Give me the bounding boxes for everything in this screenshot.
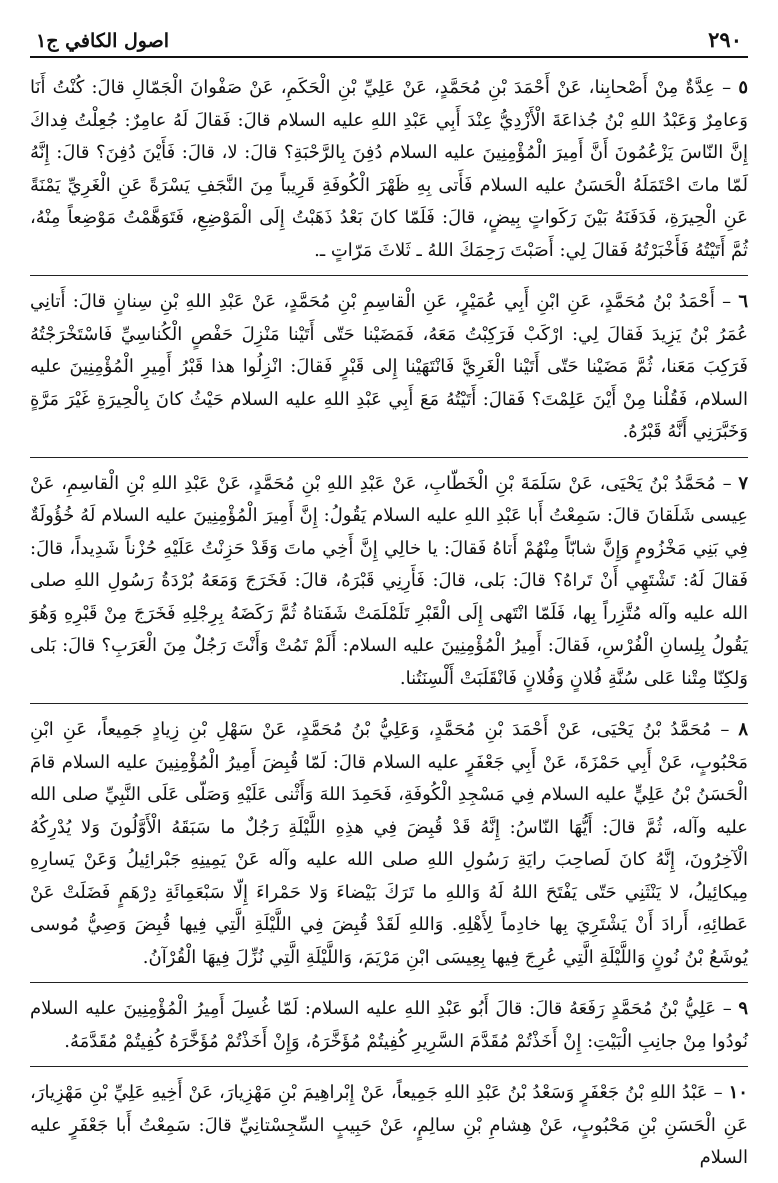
hadith-10: ١٠ – عَبْدُ اللهِ بْنُ جَعْفَرٍ وَسَعْدُ بْنُ عَبْدِ اللهِ جَمِيعاً، عَنْ إِبْراهِيمَ بْنِ مَهْزِيارَ، عَنْ أَخِيهِ عَلِيِّ بْنِ مَهْزِيارَ، عَنِ الْحَسَنِ بْنِ مَحْبُوبٍ، عَنْ هِشامِ بْنِ سالِمٍ، عَنْ حَبِيبٍ السِّجِسْتانِيِّ قالَ: سَمِعْتُ أَبا جَعْفَرٍ عليه السلام [30, 1082, 748, 1168]
page-number: ٢٩٠ [708, 27, 742, 52]
hadith-number: ٦ [738, 291, 749, 312]
hadith-number: ٥ [738, 77, 748, 98]
page-header [30, 26, 748, 58]
hadith-text: عِدَّةٌ مِنْ أَصْحابِنا، عَنْ أَحْمَدَ بْنِ مُحَمَّدٍ، عَنْ عَلِيِّ بْنِ الْحَكَمِ، عَنْ صَفْوانَ الْجَمّالِ قالَ: كُنْتُ أَنَا وَعامِرٌ وَعَبْدُ اللهِ بْنُ جُذاعَةَ الْأَزْدِيُّ عِنْدَ أَبِي عَبْدِ اللهِ عليه السلام قالَ: فَقالَ لَهُ عامِرٌ: جُعِلْتُ فِداكَ إِنَّ النّاسَ يَزْعُمُونَ أَنَّ أَمِيرَ الْمُؤْمِنِينَ عليه السلام دُفِنَ بِالرَّحْبَةِ؟ قالَ: لا، قالَ: فَأَيْنَ دُفِنَ؟ قالَ: إِنَّهُ لَمّا ماتَ احْتَمَلَهُ الْحَسَنُ عليه السلام فَأَتى بِهِ ظَهْرَ الْكُوفَةِ قَرِيباً مِنَ النَّجَفِ يَسْرَةً عَنِ الْغَرِيِّ يَمْنَةً عَنِ الْحِيرَةِ، فَدَفَنَهُ بَيْنَ رَكَواتٍ بِيضٍ، قالَ: فَلَمّا كانَ بَعْدُ ذَهَبْتُ إِلَى الْمَوْضِعِ، فَتَوَهَّمْتُ مَوْضِعاً مِنْهُ، ثُمَّ أَتَيْتُهُ فَأَخْبَرْتُهُ فَقالَ لِي: أَصَبْتَ رَحِمَكَ اللهُ ـ ثَلاثَ مَرّاتٍ ـ. [30, 77, 748, 261]
hadith-number: ٧ [738, 472, 748, 494]
hadith-text: عَبْدُ اللهِ بْنُ جَعْفَرٍ وَسَعْدُ بْنُ عَبْدِ اللهِ جَمِيعاً، عَنْ إِبْراهِيمَ بْنِ مَهْزِيارَ، عَنْ أَخِيهِ عَلِيِّ بْنِ مَهْزِيارَ، عَنِ الْحَسَنِ بْنِ مَحْبُوبٍ، عَنْ هِشامِ بْنِ سالِمٍ، عَنْ حَبِيبٍ السِّجِسْتانِيِّ قالَ: سَمِعْتُ أَبا جَعْفَرٍ عليه السلام [30, 1082, 748, 1168]
hadith-text: عَلِيُّ بْنُ مُحَمَّدٍ رَفَعَهُ قالَ: قالَ أَبُو عَبْدِ اللهِ عليه السلام: لَمّا غُسِلَ أَمِيرُ الْمُؤْمِنِينَ عليه السلام نُودُوا مِنْ جانِبِ الْبَيْتِ: إِنْ أَخَذْتُمْ مُقَدَّمَ السَّرِيرِ كُفِيتُمْ مُؤَخَّرَهُ، وَإِنْ أَخَذْتُمْ مُؤَخَّرَهُ كُفِيتُمْ مُقَدَّمَهُ. [30, 998, 748, 1052]
page-body [30, 58, 748, 1183]
hadith-number: ١٠ [728, 1082, 748, 1103]
hadith-8: ٨ – مُحَمَّدُ بْنُ يَحْيَى، عَنْ أَحْمَدَ بْنِ مُحَمَّدٍ، وَعَلِيُّ بْنُ مُحَمَّدٍ، عَنْ سَهْلِ بْنِ زِيادٍ جَمِيعاً، عَنِ ابْنِ مَحْبُوبٍ، عَنْ أَبِي حَمْزَةَ، عَنْ أَبِي جَعْفَرٍ عليه السلام قالَ: لَمّا قُبِضَ أَمِيرُ الْمُؤْمِنِينَ عليه السلام قامَ الْحَسَنُ بْنُ عَلِيٍّ عليه السلام فِي مَسْجِدِ الْكُوفَةِ، فَحَمِدَ اللهَ وَأَثْنى عَلَيْهِ وَصَلّى عَلَى النَّبِيِّ صلى الله عليه وآله، ثُمَّ قالَ: أَيُّهَا النّاسُ: إِنَّهُ قَدْ قُبِضَ فِي هذِهِ اللَّيْلَةِ رَجُلٌ ما سَبَقَهُ الْأَوَّلُونَ وَلا يُدْرِكُهُ الْآخِرُونَ، إِنَّهُ كانَ لَصاحِبَ رايَةِ رَسُولِ اللهِ صلى الله عليه وآله عَنْ يَمِينِهِ جَبْرائِيلُ وَعَنْ يَسارِهِ مِيكائِيلُ، لا يَنْثَنِي حَتّى يَفْتَحَ اللهُ لَهُ وَاللهِ ما تَرَكَ بَيْضاءَ وَلا حَمْراءَ إِلّا سَبْعَمِائَةِ دِرْهَمٍ فَضَلَتْ عَنْ عَطائِهِ، أَرادَ أَنْ يَشْتَرِيَ بِها خادِماً لِأَهْلِهِ. وَاللهِ لَقَدْ قُبِضَ فِي اللَّيْلَةِ الَّتِي فِيها قُبِضَ وَصِيُّ مُوسى يُوشَعُ بْنُ نُونٍ وَاللَّيْلَةِ الَّتِي عُرِجَ فِيها بِعِيسَى ابْنِ مَرْيَمَ، وَاللَّيْلَةِ الَّتِي نُزِّلَ فِيهَا الْقُرْآنُ. [30, 714, 748, 983]
hadith-5: ٥ – عِدَّةٌ مِنْ أَصْحابِنا، عَنْ أَحْمَدَ بْنِ مُحَمَّدٍ، عَنْ عَلِيِّ بْنِ الْحَكَمِ، عَنْ صَفْوانَ الْجَمّالِ قالَ: كُنْتُ أَنَا وَعامِرٌ وَعَبْدُ اللهِ بْنُ جُذاعَةَ الْأَزْدِيُّ عِنْدَ أَبِي عَبْدِ اللهِ عليه السلام قالَ: فَقالَ لَهُ عامِرٌ: جُعِلْتُ فِداكَ إِنَّ النّاسَ يَزْعُمُونَ أَنَّ أَمِيرَ الْمُؤْمِنِينَ عليه السلام دُفِنَ بِالرَّحْبَةِ؟ قالَ: لا، قالَ: فَأَيْنَ دُفِنَ؟ قالَ: إِنَّهُ لَمّا ماتَ احْتَمَلَهُ الْحَسَنُ عليه السلام فَأَتى بِهِ ظَهْرَ الْكُوفَةِ قَرِيباً مِنَ النَّجَفِ يَسْرَةً عَنِ الْغَرِيِّ يَمْنَةً عَنِ الْحِيرَةِ، فَدَفَنَهُ بَيْنَ رَكَواتٍ بِيضٍ، قالَ: فَلَمّا كانَ بَعْدُ ذَهَبْتُ إِلَى الْمَوْضِعِ، فَتَوَهَّمْتُ مَوْضِعاً مِنْهُ، ثُمَّ أَتَيْتُهُ فَأَخْبَرْتُهُ فَقالَ لِي: أَصَبْتَ رَحِمَكَ اللهُ ـ ثَلاثَ مَرّاتٍ ـ. [30, 72, 748, 276]
book-title: اصول الكافي ج١ [36, 30, 170, 52]
hadith-number: ٨ [738, 719, 748, 740]
hadith-6: ٦ – أَحْمَدُ بْنُ مُحَمَّدٍ، عَنِ ابْنِ أَبِي عُمَيْرٍ، عَنِ الْقاسِمِ بْنِ مُحَمَّدٍ، عَنْ عَبْدِ اللهِ بْنِ سِنانٍ قالَ: أَتانِي عُمَرُ بْنُ يَزِيدَ فَقالَ لِي: ارْكَبْ فَرَكِبْتُ مَعَهُ، فَمَضَيْنا حَتّى أَتَيْنا مَنْزِلَ حَفْصٍ الْكُناسِيِّ فَاسْتَخْرَجْتُهُ فَرَكِبَ مَعَنا، ثُمَّ مَضَيْنا حَتّى أَتَيْنا الْغَرِيَّ فَانْتَهَيْنا إِلى قَبْرٍ فَقالَ: انْزِلُوا هذا قَبْرُ أَمِيرِ الْمُؤْمِنِينَ عليه السلام، فَقُلْنا مِنْ أَيْنَ عَلِمْتَ؟ فَقالَ: أَتَيْتُهُ مَعَ أَبِي عَبْدِ اللهِ عليه السلام حَيْثُ كانَ بِالْحِيرَةِ غَيْرَ مَرَّةٍ وَخَبَّرَنِي أَنَّهُ قَبْرُهُ. [30, 286, 748, 458]
hadith-text: مُحَمَّدُ بْنُ يَحْيَى، عَنْ سَلَمَةَ بْنِ الْخَطّابِ، عَنْ عَبْدِ اللهِ بْنِ مُحَمَّدٍ، عَنْ عَبْدِ اللهِ بْنِ الْقاسِمِ، عَنْ عِيسى شَلَقانَ قالَ: سَمِعْتُ أَبا عَبْدِ اللهِ عليه السلام يَقُولُ: إِنَّ أَمِيرَ الْمُؤْمِنِينَ عليه السلام لَهُ خُؤُولَةٌ فِي بَنِي مَخْزُومٍ وَإِنَّ شابّاً مِنْهُمْ أَتاهُ فَقالَ: يا خالِي إِنَّ أَخِي ماتَ وَقَدْ حَزِنْتُ عَلَيْهِ حُزْناً شَدِيداً، قالَ: فَقالَ لَهُ: تَشْتَهِي أَنْ تَراهُ؟ قالَ: بَلى، قالَ: فَأَرِنِي قَبْرَهُ، قالَ: فَخَرَجَ وَمَعَهُ بُرْدَةُ رَسُولِ اللهِ صلى الله عليه وآله مُتَّزِراً بِها، فَلَمّا انْتَهى إِلَى الْقَبْرِ تَلَمْلَمَتْ شَفَتاهُ ثُمَّ رَكَضَهُ بِرِجْلِهِ فَخَرَجَ مِنْ قَبْرِهِ وَهُوَ يَقُولُ بِلِسانِ الْفُرْسِ، فَقالَ: أَمِيرُ الْمُؤْمِنِينَ عليه السلام: أَلَمْ تَمُتْ وَأَنْتَ رَجُلٌ مِنَ الْعَرَبِ؟ قالَ: بَلى وَلكِنّا مِتْنا عَلى سُنَّةِ فُلانٍ وَفُلانٍ فَانْقَلَبَتْ أَلْسِنَتُنا. [30, 472, 748, 689]
hadith-number: ٩ [738, 998, 748, 1019]
hadith-text: مُحَمَّدُ بْنُ يَحْيَى، عَنْ أَحْمَدَ بْنِ مُحَمَّدٍ، وَعَلِيُّ بْنُ مُحَمَّدٍ، عَنْ سَهْلِ بْنِ زِيادٍ جَمِيعاً، عَنِ ابْنِ مَحْبُوبٍ، عَنْ أَبِي حَمْزَةَ، عَنْ أَبِي جَعْفَرٍ عليه السلام قالَ: لَمّا قُبِضَ أَمِيرُ الْمُؤْمِنِينَ عليه السلام قامَ الْحَسَنُ بْنُ عَلِيٍّ عليه السلام فِي مَسْجِدِ الْكُوفَةِ، فَحَمِدَ اللهَ وَأَثْنى عَلَيْهِ وَصَلّى عَلَى النَّبِيِّ صلى الله عليه وآله، ثُمَّ قالَ: أَيُّهَا النّاسُ: إِنَّهُ قَدْ قُبِضَ فِي هذِهِ اللَّيْلَةِ رَجُلٌ ما سَبَقَهُ الْأَوَّلُونَ وَلا يُدْرِكُهُ الْآخِرُونَ، إِنَّهُ كانَ لَصاحِبَ رايَةِ رَسُولِ اللهِ صلى الله عليه وآله عَنْ يَمِينِهِ جَبْرائِيلُ وَعَنْ يَسارِهِ مِيكائِيلُ، لا يَنْثَنِي حَتّى يَفْتَحَ اللهُ لَهُ وَاللهِ ما تَرَكَ بَيْضاءَ وَلا حَمْراءَ إِلّا سَبْعَمِائَةِ دِرْهَمٍ فَضَلَتْ عَنْ عَطائِهِ، أَرادَ أَنْ يَشْتَرِيَ بِها خادِماً لِأَهْلِهِ. وَاللهِ لَقَدْ قُبِضَ فِي اللَّيْلَةِ الَّتِي فِيها قُبِضَ وَصِيُّ مُوسى يُوشَعُ بْنُ نُونٍ وَاللَّيْلَةِ الَّتِي عُرِجَ فِيها بِعِيسَى ابْنِ مَرْيَمَ، وَاللَّيْلَةِ الَّتِي نُزِّلَ فِيهَا الْقُرْآنُ. [30, 719, 748, 968]
hadith-7: ٧ – مُحَمَّدُ بْنُ يَحْيَى، عَنْ سَلَمَةَ بْنِ الْخَطّابِ، عَنْ عَبْدِ اللهِ بْنِ مُحَمَّدٍ، عَنْ عَبْدِ اللهِ بْنِ الْقاسِمِ، عَنْ عِيسى شَلَقانَ قالَ: سَمِعْتُ أَبا عَبْدِ اللهِ عليه السلام يَقُولُ: إِنَّ أَمِيرَ الْمُؤْمِنِينَ عليه السلام لَهُ خُؤُولَةٌ فِي بَنِي مَخْزُومٍ وَإِنَّ شابّاً مِنْهُمْ أَتاهُ فَقالَ: يا خالِي إِنَّ أَخِي ماتَ وَقَدْ حَزِنْتُ عَلَيْهِ حُزْناً شَدِيداً، قالَ: فَقالَ لَهُ: تَشْتَهِي أَنْ تَراهُ؟ قالَ: بَلى، قالَ: فَأَرِنِي قَبْرَهُ، قالَ: فَخَرَجَ وَمَعَهُ بُرْدَةُ رَسُولِ اللهِ صلى الله عليه وآله مُتَّزِراً بِها، فَلَمّا انْتَهى إِلَى الْقَبْرِ تَلَمْلَمَتْ شَفَتاهُ ثُمَّ رَكَضَهُ بِرِجْلِهِ فَخَرَجَ مِنْ قَبْرِهِ وَهُوَ يَقُولُ بِلِسانِ الْفُرْسِ، فَقالَ: أَمِيرُ الْمُؤْمِنِينَ عليه السلام: أَلَمْ تَمُتْ وَأَنْتَ رَجُلٌ مِنَ الْعَرَبِ؟ قالَ: بَلى وَلكِنّا مِتْنا عَلى سُنَّةِ فُلانٍ وَفُلانٍ فَانْقَلَبَتْ أَلْسِنَتُنا. [30, 468, 748, 705]
hadith-9: ٩ – عَلِيُّ بْنُ مُحَمَّدٍ رَفَعَهُ قالَ: قالَ أَبُو عَبْدِ اللهِ عليه السلام: لَمّا غُسِلَ أَمِيرُ الْمُؤْمِنِينَ عليه السلام نُودُوا مِنْ جانِبِ الْبَيْتِ: إِنْ أَخَذْتُمْ مُقَدَّمَ السَّرِيرِ كُفِيتُمْ مُؤَخَّرَهُ، وَإِنْ أَخَذْتُمْ مُؤَخَّرَهُ كُفِيتُمْ مُقَدَّمَهُ. [30, 993, 748, 1067]
hadith-text: أَحْمَدُ بْنُ مُحَمَّدٍ، عَنِ ابْنِ أَبِي عُمَيْرٍ، عَنِ الْقاسِمِ بْنِ مُحَمَّدٍ، عَنْ عَبْدِ اللهِ بْنِ سِنانٍ قالَ: أَتانِي عُمَرُ بْنُ يَزِيدَ فَقالَ لِي: ارْكَبْ فَرَكِبْتُ مَعَهُ، فَمَضَيْنا حَتّى أَتَيْنا مَنْزِلَ حَفْصٍ الْكُناسِيِّ فَاسْتَخْرَجْتُهُ فَرَكِبَ مَعَنا، ثُمَّ مَضَيْنا حَتّى أَتَيْنا الْغَرِيَّ فَانْتَهَيْنا إِلى قَبْرٍ فَقالَ: انْزِلُوا هذا قَبْرُ أَمِيرِ الْمُؤْمِنِينَ عليه السلام، فَقُلْنا مِنْ أَيْنَ عَلِمْتَ؟ فَقالَ: أَتَيْتُهُ مَعَ أَبِي عَبْدِ اللهِ عليه السلام حَيْثُ كانَ بِالْحِيرَةِ غَيْرَ مَرَّةٍ وَخَبَّرَنِي أَنَّهُ قَبْرُهُ. [30, 291, 748, 442]
